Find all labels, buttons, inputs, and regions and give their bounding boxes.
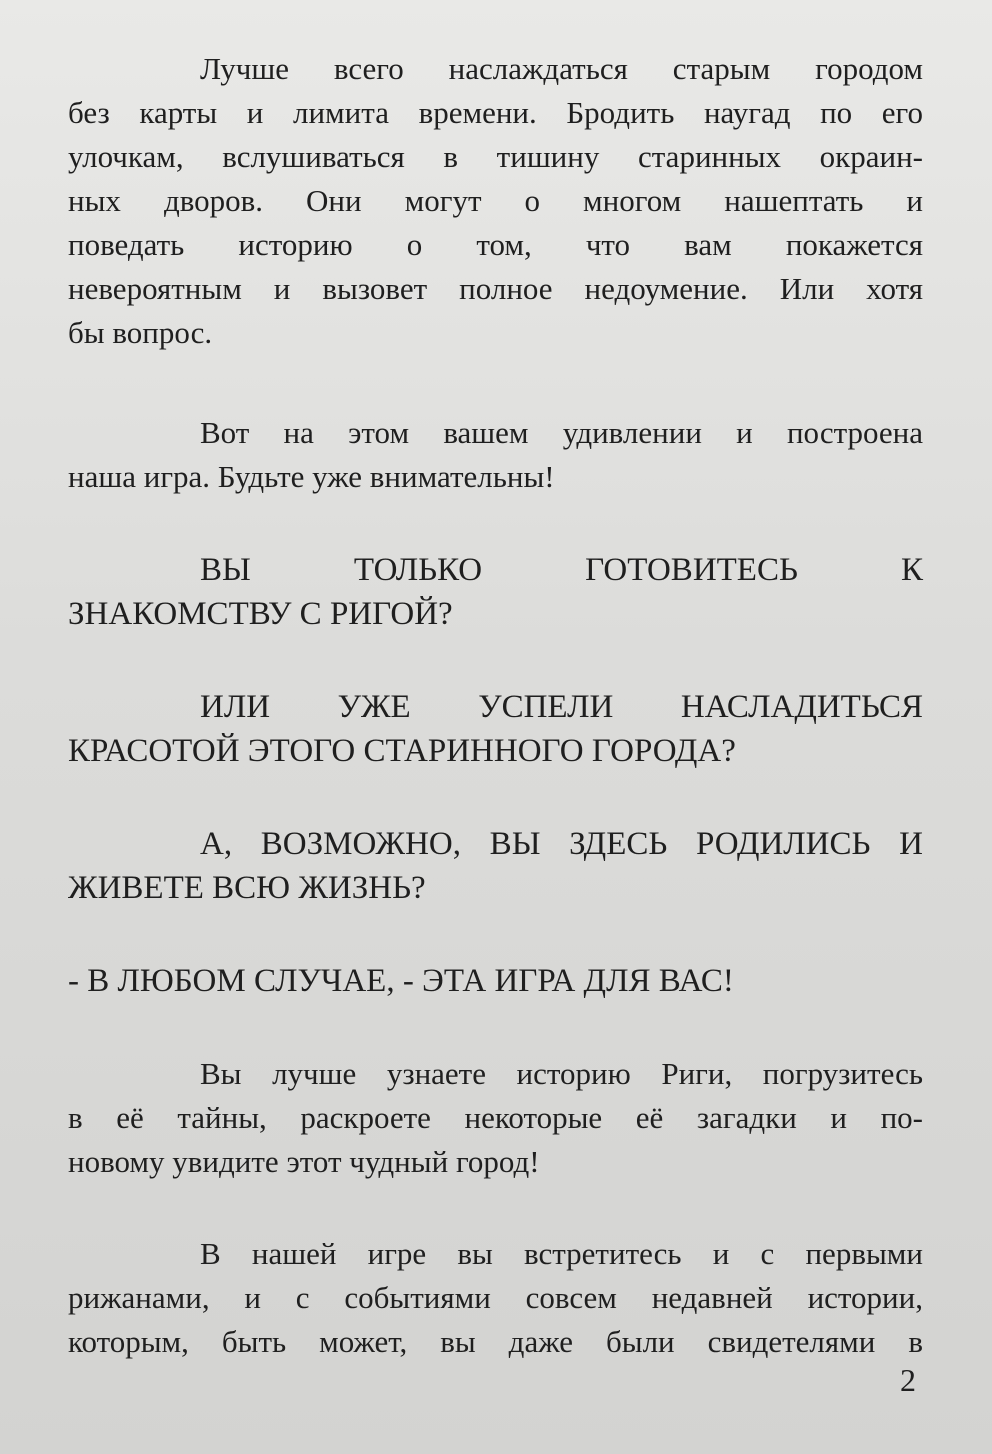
text-line: ЖИВЕТЕ ВСЮ ЖИЗНЬ? — [68, 870, 426, 906]
paragraph-game-meetings — [68, 1232, 923, 1364]
text-line: без карты и лимита времени. Бродить наугад по его — [68, 95, 923, 130]
paragraph-learn-riga — [68, 1052, 923, 1184]
text-line: рижанами, и с событиями совсем недавней истории, — [68, 1280, 923, 1315]
text-line: бы вопрос. — [68, 315, 213, 350]
text-line: ных дворов. Они могут о многом нашептать и — [68, 183, 923, 218]
paragraph-old-city — [68, 47, 923, 355]
text-line: невероятным и вызовет полное недоумение. Или хотя — [68, 271, 923, 306]
text-line: Вот на этом вашем удивлении и построена — [200, 415, 923, 450]
text-line: КРАСОТОЙ ЭТОГО СТАРИННОГО ГОРОДА? — [68, 733, 736, 769]
text-line: В нашей игре вы встретитесь и с первыми — [200, 1236, 923, 1271]
text-line: ЗНАКОМСТВУ С РИГОЙ? — [68, 596, 453, 632]
heading-question-2 — [68, 685, 923, 773]
text-line: в её тайны, раскроете некоторые её загадки и по- — [68, 1100, 923, 1135]
text-line: улочкам, вслушиваться в тишину старинных окраин- — [68, 139, 923, 174]
paragraph-game-intro — [68, 411, 923, 499]
heading-question-1 — [68, 548, 923, 636]
text-line: ИЛИ УЖЕ УСПЕЛИ НАСЛАДИТЬСЯ — [200, 689, 923, 725]
text-line: - В ЛЮБОМ СЛУЧАЕ, - ЭТА ИГРА ДЛЯ ВАС! — [68, 963, 734, 999]
text-line: новому увидите этот чудный город! — [68, 1144, 540, 1179]
text-line: которым, быть может, вы даже были свидетелями в — [68, 1324, 923, 1359]
heading-question-3 — [68, 822, 923, 910]
text-line: ВЫ ТОЛЬКО ГОТОВИТЕСЬ К — [200, 552, 923, 588]
page-number: 2 — [900, 1362, 916, 1398]
text-line: Лучше всего наслаждаться старым городом — [200, 51, 923, 86]
heading-conclusion — [68, 959, 923, 1003]
text-line: наша игра. Будьте уже внимательны! — [68, 459, 555, 494]
text-line: Вы лучше узнаете историю Риги, погрузитесь — [200, 1056, 923, 1091]
text-line: поведать историю о том, что вам покажется — [68, 227, 923, 262]
text-line: А, ВОЗМОЖНО, ВЫ ЗДЕСЬ РОДИЛИСЬ И — [200, 826, 923, 862]
